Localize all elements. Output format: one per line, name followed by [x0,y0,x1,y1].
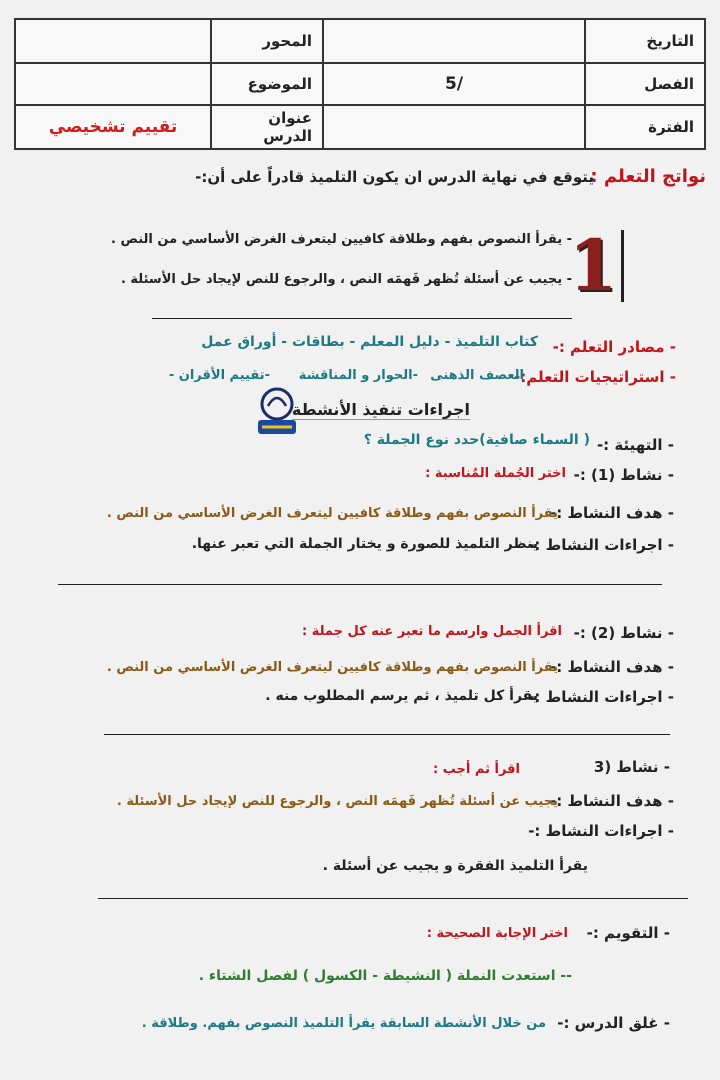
divider [152,318,572,319]
outcomes-heading: نواتج التعلم : [590,166,706,187]
activity1-proc: ينظر التلميذ للصورة و يختار الجملة التي تعبر عنها. [191,536,538,552]
divider [104,734,670,735]
evaluation-label: - التقويم :- [586,924,670,942]
period-label: الفترة [585,105,705,149]
topic-value [15,63,211,105]
closing-label: - غلق الدرس :- [557,1014,670,1032]
topic-label: الموضوع [211,63,323,105]
activity1-goal: يقرأ النصوص بفهم وطلاقة كافيين ليتعرف الغرض الأساسي من النص . [106,506,558,521]
closing-value: من خلال الأنشطة السابقة يقرأ التلميذ النصوص بفهم. وطلاقة . [141,1016,546,1031]
strategy-1: العصف الذهنى [430,368,524,383]
divider [58,584,662,585]
outcome-item-2: - يجيب عن أسئلة تُظهر فَهمَه النص ، والرجوع للنص لإيجاد حل الأسئلة . [120,272,572,287]
divider [98,898,688,899]
outcomes-intro: يتوقع في نهاية الدرس ان يكون التلميذ قادراً على أن:- [195,168,594,186]
period-value [323,105,585,149]
class-value: /5 [323,63,585,105]
activity3-task: اقرأ ثم أجب : [433,762,520,777]
outcome-number: 1 [568,224,618,307]
class-label: الفصل [585,63,705,105]
activity3-proc: يقرأ التلميذ الفقرة و يجيب عن أسئلة . [322,858,588,874]
axis-label: المحور [211,19,323,63]
procedures-heading: اجراءات تنفيذ الأنشطة [291,400,470,419]
evaluation-item: -- استعدت النملة ( النشيطة - الكسول ) لفصل الشتاء . [198,968,572,984]
lesson-title-label: عنوان الدرس [211,105,323,149]
warmup-value: ( السماء صافية)حدد نوع الجملة ؟ [363,432,590,448]
activity2-label: - نشاط (2) :- [573,624,674,642]
header-table [14,18,706,150]
outcome-bracket [617,230,624,302]
date-value [323,19,585,63]
activity3-label: - نشاط (3 [593,758,670,776]
resources-label: - مصادر التعلم :- [552,338,676,356]
activity2-proc: يقرأ كل تلميذ ، ثم يرسم المطلوب منه . [265,688,538,704]
outcome-item-1: - يقرأ النصوص بفهم وطلاقة كافيين ليتعرف الغرض الأساسي من النص . [111,232,572,247]
strategies-label: - استراتيجيات التعلم:- [513,368,676,386]
activity1-label: - نشاط (1) :- [573,466,674,484]
strategy-3: -تقييم الأقران - [168,368,270,383]
evaluation-task: اختر الإجابة الصحيحة : [426,926,568,941]
activity1-proc-label: - اجراءات النشاط :- [528,536,674,554]
activity3-proc-label: - اجراءات النشاط :- [528,822,674,840]
activity2-proc-label: - اجراءات النشاط :- [528,688,674,706]
warmup-label: - التهيئة :- [596,436,674,454]
activity1-task: اختر الجُملة المُناسبة : [425,466,566,481]
strategy-2: -الحوار و المناقشة [298,368,418,383]
activity3-goal: يجيب عن أسئلة تُظهر فَهمَه النص ، والرجوع للنص لإيجاد حل الأسئلة . [116,794,558,809]
activity2-goal: يقرأ النصوص بفهم وطلاقة كافيين ليتعرف الغرض الأساسي من النص . [106,660,558,675]
resources-value: كتاب التلميذ - دليل المعلم - بطاقات - أوراق عمل [201,334,538,350]
activity2-goal-label: - هدف النشاط :- [550,658,674,676]
activity2-task: اقرأ الجمل وارسم ما تعبر عنه كل جملة : [302,624,562,639]
activity3-goal-label: - هدف النشاط :- [550,792,674,810]
axis-value [15,19,211,63]
date-label: التاريخ [585,19,705,63]
activity1-goal-label: - هدف النشاط :- [550,504,674,522]
lesson-title-value: تقييم تشخيصي [15,105,211,149]
